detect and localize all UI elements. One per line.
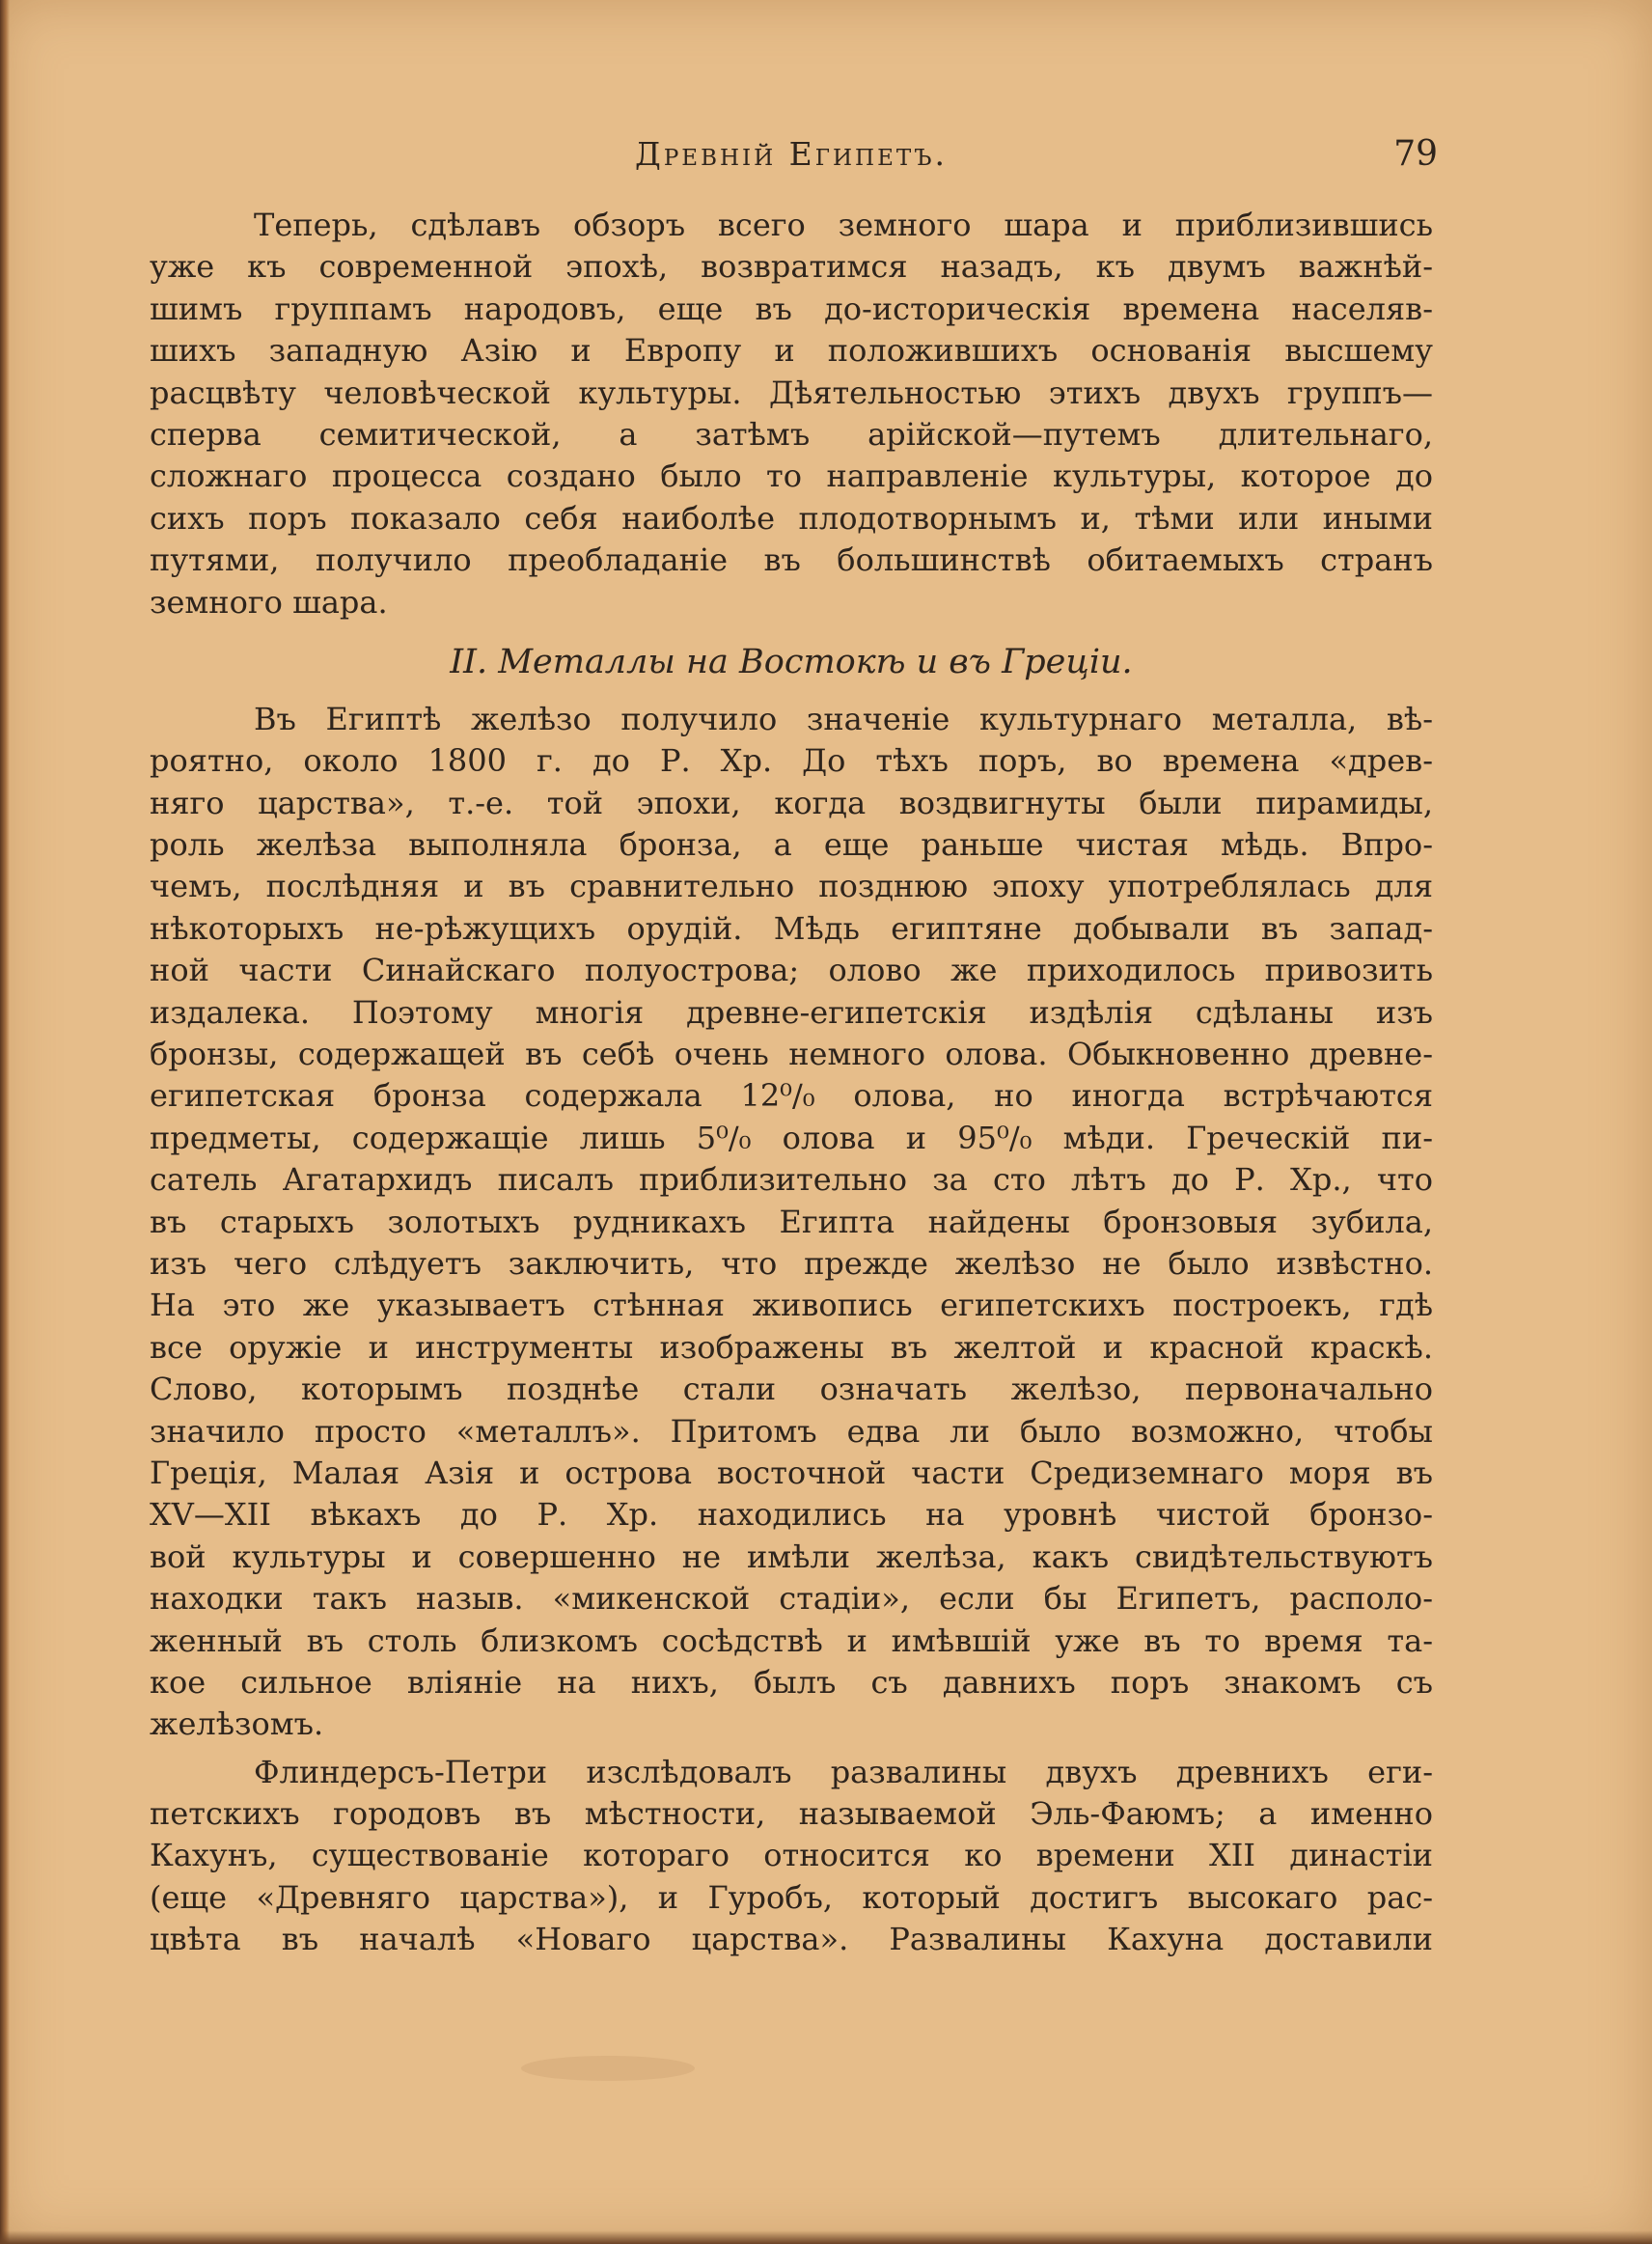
text-line: шихъ западную Азію и Европу и положившихъ основанія высшему (150, 332, 1433, 370)
text-line: значило просто «металлъ». Притомъ едва ли было возможно, чтобы (150, 1412, 1433, 1450)
text-line: изъ чего слѣдуетъ заключить, что прежде желѣзо не было извѣстно. (150, 1244, 1433, 1282)
text-line: Теперь, сдѣлавъ обзоръ всего земного шара и приблизившись (254, 207, 1433, 243)
page-number: 79 (1393, 134, 1438, 174)
text-line: нѣкоторыхъ не-рѣжущихъ орудій. Мѣдь египтяне добывали въ запад- (150, 909, 1433, 947)
text-line: кое сильное вліяніе на нихъ, былъ съ давнихъ поръ знакомъ съ (150, 1663, 1433, 1701)
text-line: все оружіе и инструменты изображены въ желтой и красной краскѣ. (150, 1328, 1433, 1366)
text-line: цвѣта въ началѣ «Новаго царства». Развалины Кахуна доставили (150, 1921, 1433, 1958)
text-line: роятно, около 1800 г. до Р. Хр. До тѣхъ поръ, во времена «древ- (150, 742, 1433, 780)
text-line: Греція, Малая Азія и острова восточной части Средиземнаго моря въ (150, 1454, 1433, 1491)
text-line: Кахунъ, существованіе котораго относится ко времени XII династіи (150, 1837, 1433, 1874)
text-line: путями, получило преобладаніе въ большинствѣ обитаемыхъ странъ (150, 541, 1433, 579)
text-line: петскихъ городовъ въ мѣстности, называемой Эль-Фаюмъ; а именно (150, 1795, 1433, 1833)
text-line: земного шара. (150, 583, 388, 621)
text-line: расцвѣту человѣческой культуры. Дѣятельностью этихъ двухъ группъ— (150, 374, 1433, 411)
text-line: предметы, содержащіе лишь 5⁰/₀ олова и 95⁰/₀ мѣди. Греческій пи- (150, 1119, 1433, 1156)
text-line: (еще «Древняго царства»), и Гуробъ, который достигъ высокаго рас- (150, 1878, 1433, 1916)
text-line: Флиндерсъ-Петри изслѣдовалъ развалины двухъ древнихъ еги- (254, 1753, 1433, 1790)
text-line: ной части Синайскаго полуострова; олово же приходилось привозить (150, 952, 1433, 989)
text-line: желѣзомъ. (150, 1705, 324, 1743)
text-line: На это же указываетъ стѣнная живопись египетскихъ построекъ, гдѣ (150, 1287, 1433, 1324)
text-line: чемъ, послѣдняя и въ сравнительно позднюю эпоху употреблялась для (150, 868, 1433, 905)
text-line: шимъ группамъ народовъ, еще въ до-историческія времена населяв- (150, 290, 1433, 327)
text-line: вой культуры и совершенно не имѣли желѣза, какъ свидѣтельствуютъ (150, 1538, 1433, 1575)
paragraph-2 (150, 699, 1433, 1746)
running-head (145, 125, 1438, 183)
paper-stain (521, 2056, 695, 2081)
text-line: въ старыхъ золотыхъ рудникахъ Египта найдены бронзовыя зубила, (150, 1203, 1433, 1240)
text-line: сатель Агатархидъ писалъ приблизительно за сто лѣтъ до Р. Хр., что (150, 1161, 1433, 1199)
text-line: сихъ поръ показало себя наиболѣе плодотворнымъ и, тѣми или иными (150, 499, 1433, 537)
text-line: роль желѣза выполняла бронза, а еще раньше чистая мѣдь. Впро- (150, 826, 1433, 864)
paragraph-1 (150, 205, 1433, 623)
text-line: Въ Египтѣ желѣзо получило значеніе культурнаго металла, вѣ- (254, 700, 1433, 737)
running-title: Древній Египетъ. (634, 135, 948, 173)
text-line: Слово, которымъ позднѣе стали означать желѣзо, первоначально (150, 1371, 1433, 1408)
text-line: няго царства», т.-е. той эпохи, когда воздвигнуты были пирамиды, (150, 784, 1433, 821)
text-block (150, 205, 1433, 1961)
page-left-edge (0, 0, 10, 2244)
text-line: египетская бронза содержала 12⁰/₀ олова, но иногда встрѣчаются (150, 1077, 1433, 1115)
text-line: сперва семитической, а затѣмъ арійской—путемъ длительнаго, (150, 415, 1433, 453)
page-bottom-edge (0, 2230, 1652, 2244)
text-line: находки такъ назыв. «микенской стадіи», если бы Египетъ, располо- (150, 1580, 1433, 1618)
text-line: сложнаго процесса создано было то направленіе культуры, которое до (150, 457, 1433, 495)
text-line: XV—XII вѣкахъ до Р. Хр. находились на уровнѣ чистой бронзо- (150, 1496, 1433, 1534)
paragraph-3 (150, 1752, 1433, 1961)
text-line: бронзы, содержащей въ себѣ очень немного олова. Обыкновенно древне- (150, 1036, 1433, 1073)
text-line: женный въ столь близкомъ сосѣдствѣ и имѣвшій уже въ то время та- (150, 1621, 1433, 1659)
section-heading: II. Металлы на Востокѣ и въ Греціи. (450, 642, 1133, 681)
text-line: издалека. Поэтому многія древне-египетскія издѣлія сдѣланы изъ (150, 993, 1433, 1031)
text-line: уже къ современной эпохѣ, возвратимся назадъ, къ двумъ важнѣй- (150, 248, 1433, 286)
